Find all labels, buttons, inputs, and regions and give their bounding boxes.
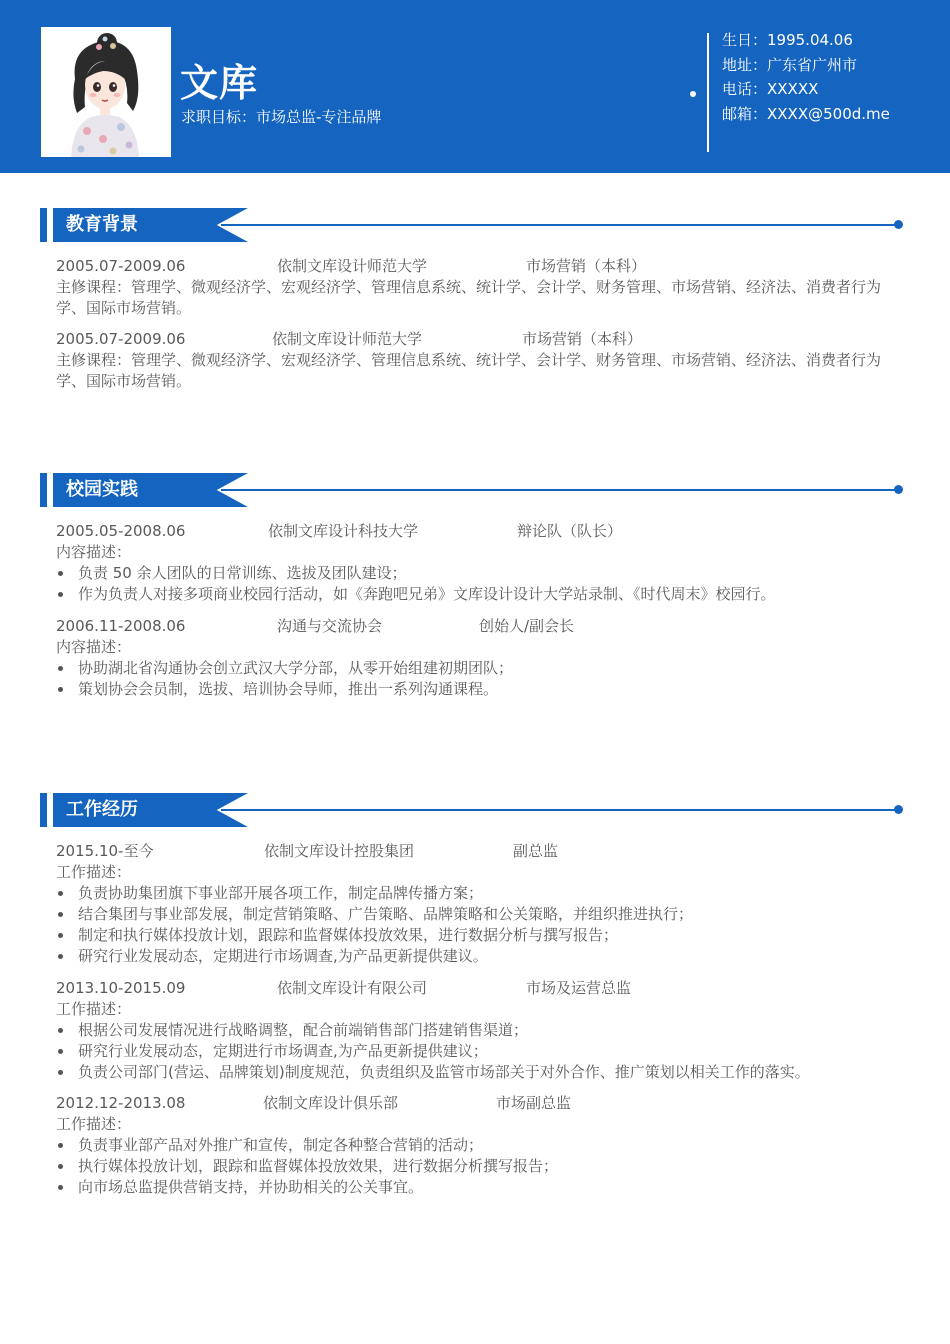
entry-label: 工作描述： (56, 1000, 132, 1018)
list-item: 结合集团与事业部发展，制定营销策略、广告策略、品牌策略和公关策略，并组织推进执行； (56, 904, 896, 925)
section-title: 工作经历 (66, 799, 138, 820)
section-rule (221, 809, 897, 811)
divider-dot (690, 91, 696, 97)
entry-org: 依制文库设计科技大学 (268, 522, 419, 540)
entry-date: 2012.12-2013.08 (56, 1094, 186, 1112)
list-item: 协助湖北省沟通协会创立武汉大学分部，从零开始组建初期团队； (56, 658, 896, 679)
entry-courses: 主修课程：管理学、微观经济学、宏观经济学、管理信息系统、统计学、会计学、财务管理、市场营销、经济法、消费者行为学、国际市场营销。 (56, 351, 882, 390)
list-item: 作为负责人对接多项商业校园行活动，如《奔跑吧兄弟》文库设计设计大学站录制、《时代周末》校园行。 (56, 584, 896, 605)
entry-bullets (56, 563, 896, 605)
section-header-campus (40, 473, 906, 507)
entry-label: 内容描述： (56, 543, 132, 561)
work-entry (56, 841, 896, 967)
entry-date: 2015.10-至今 (56, 842, 154, 860)
job-objective: 求职目标：市场总监-专注品牌 (181, 108, 382, 126)
entry-bullets (56, 1020, 896, 1083)
contact-info (722, 30, 890, 128)
entry-date: 2005.07-2009.06 (56, 330, 186, 348)
campus-entry (56, 521, 896, 605)
entry-date: 2005.07-2009.06 (56, 257, 186, 275)
entry-org: 依制文库设计俱乐部 (263, 1094, 399, 1112)
list-item: 负责公司部门(营运、品牌策划)制度规范，负责组织及监管市场部关于对外合作、推广策划以相关工作的落实。 (56, 1062, 896, 1083)
entry-major: 市场营销（本科） (522, 330, 643, 348)
section-rule (221, 224, 897, 226)
portrait-illustration (41, 27, 171, 157)
list-item: 负责事业部产品对外推广和宣传，制定各种整合营销的活动； (56, 1135, 896, 1156)
entry-label: 内容描述： (56, 638, 132, 656)
entry-school: 依制文库设计师范大学 (272, 330, 423, 348)
entry-role: 副总监 (513, 842, 559, 860)
list-item: 策划协会会员制，选拔、培训协会导师，推出一系列沟通课程。 (56, 679, 896, 700)
entry-date: 2006.11-2008.06 (56, 617, 186, 635)
list-item: 制定和执行媒体投放计划，跟踪和监督媒体投放效果，进行数据分析与撰写报告； (56, 925, 896, 946)
section-rule-dot (894, 220, 903, 229)
work-entry (56, 1093, 896, 1198)
list-item: 向市场总监提供营销支持，并协助相关的公关事宜。 (56, 1177, 896, 1198)
section-rule-dot (894, 805, 903, 814)
email: 邮箱：XXXX@500d.me (722, 104, 890, 123)
list-item: 根据公司发展情况进行战略调整，配合前端销售部门搭建销售渠道； (56, 1020, 896, 1041)
section-header-work (40, 793, 906, 827)
phone: 电话：XXXXX (722, 80, 819, 98)
list-item: 负责 50 余人团队的日常训练、选拔及团队建设； (56, 563, 896, 584)
header-divider (707, 33, 709, 152)
list-item: 负责协助集团旗下事业部开展各项工作，制定品牌传播方案； (56, 883, 896, 904)
entry-bullets (56, 883, 896, 967)
section-title: 校园实践 (66, 479, 138, 500)
entry-role: 市场副总监 (496, 1094, 572, 1112)
entry-date: 2013.10-2015.09 (56, 979, 186, 997)
entry-bullets (56, 658, 896, 700)
address: 地址：广东省广州市 (722, 55, 858, 74)
entry-org: 依制文库设计有限公司 (277, 979, 428, 997)
entry-date: 2005.05-2008.06 (56, 522, 186, 540)
section-bar (40, 473, 47, 507)
entry-role: 创始人/副会长 (479, 617, 575, 635)
entry-courses: 主修课程：管理学、微观经济学、宏观经济学、管理信息系统、统计学、会计学、财务管理、市场营销、经济法、消费者行为学、国际市场营销。 (56, 278, 882, 317)
education-entry (56, 329, 896, 392)
section-bar (40, 208, 47, 242)
list-item: 研究行业发展动态，定期进行市场调查,为产品更新提供建议。 (56, 946, 896, 967)
list-item: 研究行业发展动态，定期进行市场调查,为产品更新提供建议； (56, 1041, 896, 1062)
entry-role: 辩论队（队长） (517, 522, 623, 540)
candidate-name: 文库 (180, 61, 259, 105)
entry-label: 工作描述： (56, 1115, 132, 1133)
section-header-education (40, 208, 906, 242)
section-title: 教育背景 (66, 214, 138, 235)
entry-school: 依制文库设计师范大学 (277, 257, 428, 275)
section-rule-dot (894, 485, 903, 494)
entry-org: 依制文库设计控股集团 (264, 842, 415, 860)
entry-role: 市场及运营总监 (526, 979, 632, 997)
section-bar (40, 793, 47, 827)
avatar (41, 27, 171, 157)
section-rule (221, 489, 897, 491)
entry-major: 市场营销（本科） (526, 257, 647, 275)
entry-label: 工作描述： (56, 863, 132, 881)
work-entry (56, 978, 896, 1083)
birthday: 生日：1995.04.06 (722, 31, 853, 49)
header-banner (0, 0, 950, 173)
entry-org: 沟通与交流协会 (277, 617, 383, 635)
list-item: 执行媒体投放计划，跟踪和监督媒体投放效果，进行数据分析撰写报告； (56, 1156, 896, 1177)
campus-entry (56, 616, 896, 700)
entry-bullets (56, 1135, 896, 1198)
education-entry (56, 256, 896, 319)
